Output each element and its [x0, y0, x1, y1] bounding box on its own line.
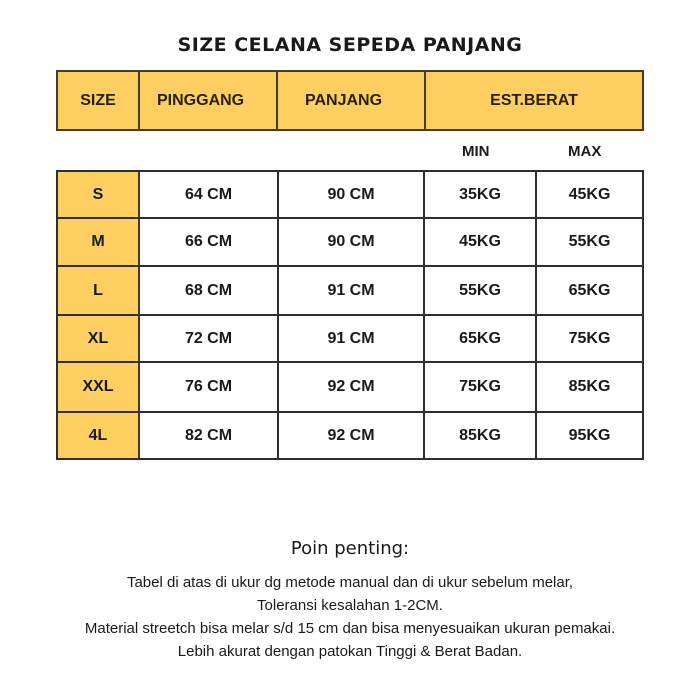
table-header [56, 70, 644, 131]
notes-line: Material streetch bisa melar s/d 15 cm dan bisa menyesuaikan ukuran pemakai. [84, 620, 616, 637]
header-pinggang: PINGGANG [140, 72, 278, 129]
cell-min: 65KG [425, 316, 537, 363]
notes-section [0, 538, 700, 663]
cell-pinggang: 82 CM [140, 413, 279, 458]
cell-pinggang: 64 CM [140, 172, 279, 219]
notes-line: Lebih akurat dengan patokan Tinggi & Berat Badan. [177, 643, 523, 660]
notes-line: Tabel di atas di ukur dg metode manual dan di ukur sebelum melar, [126, 574, 574, 591]
cell-size: L [58, 267, 140, 316]
cell-panjang: 91 CM [279, 267, 425, 316]
cell-max: 45KG [537, 172, 642, 219]
cell-max: 95KG [568, 426, 611, 444]
cell-min: 75KG [425, 363, 537, 413]
cell-size: XL [58, 316, 140, 363]
cell-min: 85KG [425, 413, 537, 458]
cell-pinggang: 72 CM [140, 316, 279, 363]
cell-max: 75KG [537, 316, 642, 363]
page-title: SIZE CELANA SEPEDA PANJANG [177, 34, 523, 56]
cell-size: XXL [58, 363, 140, 413]
size-table [56, 170, 644, 460]
header-est-berat: EST.BERAT [490, 91, 578, 109]
cell-panjang: 91 CM [279, 316, 425, 363]
cell-min: 45KG [425, 219, 537, 267]
cell-pinggang: 76 CM [140, 363, 279, 413]
notes-line: Toleransi kesalahan 1-2CM. [257, 597, 443, 614]
header-panjang: PANJANG [278, 72, 426, 129]
cell-max: 55KG [537, 219, 642, 267]
cell-min: 35KG [425, 172, 537, 219]
cell-max: 85KG [537, 363, 642, 413]
cell-panjang: 92 CM [279, 413, 425, 458]
cell-size: S [58, 172, 140, 219]
cell-panjang: 90 CM [279, 172, 425, 219]
subheader-max: MAX [568, 143, 602, 160]
cell-min: 55KG [425, 267, 537, 316]
subheader-min: MIN [462, 143, 490, 160]
header-size: SIZE [58, 72, 140, 129]
cell-pinggang: 66 CM [140, 219, 279, 267]
cell-panjang: 92 CM [279, 363, 425, 413]
cell-panjang: 90 CM [279, 219, 425, 267]
cell-size: 4L [58, 413, 140, 458]
cell-max: 65KG [537, 267, 642, 316]
cell-pinggang: 68 CM [140, 267, 279, 316]
cell-size: M [58, 219, 140, 267]
notes-title: Poin penting: [290, 538, 410, 559]
